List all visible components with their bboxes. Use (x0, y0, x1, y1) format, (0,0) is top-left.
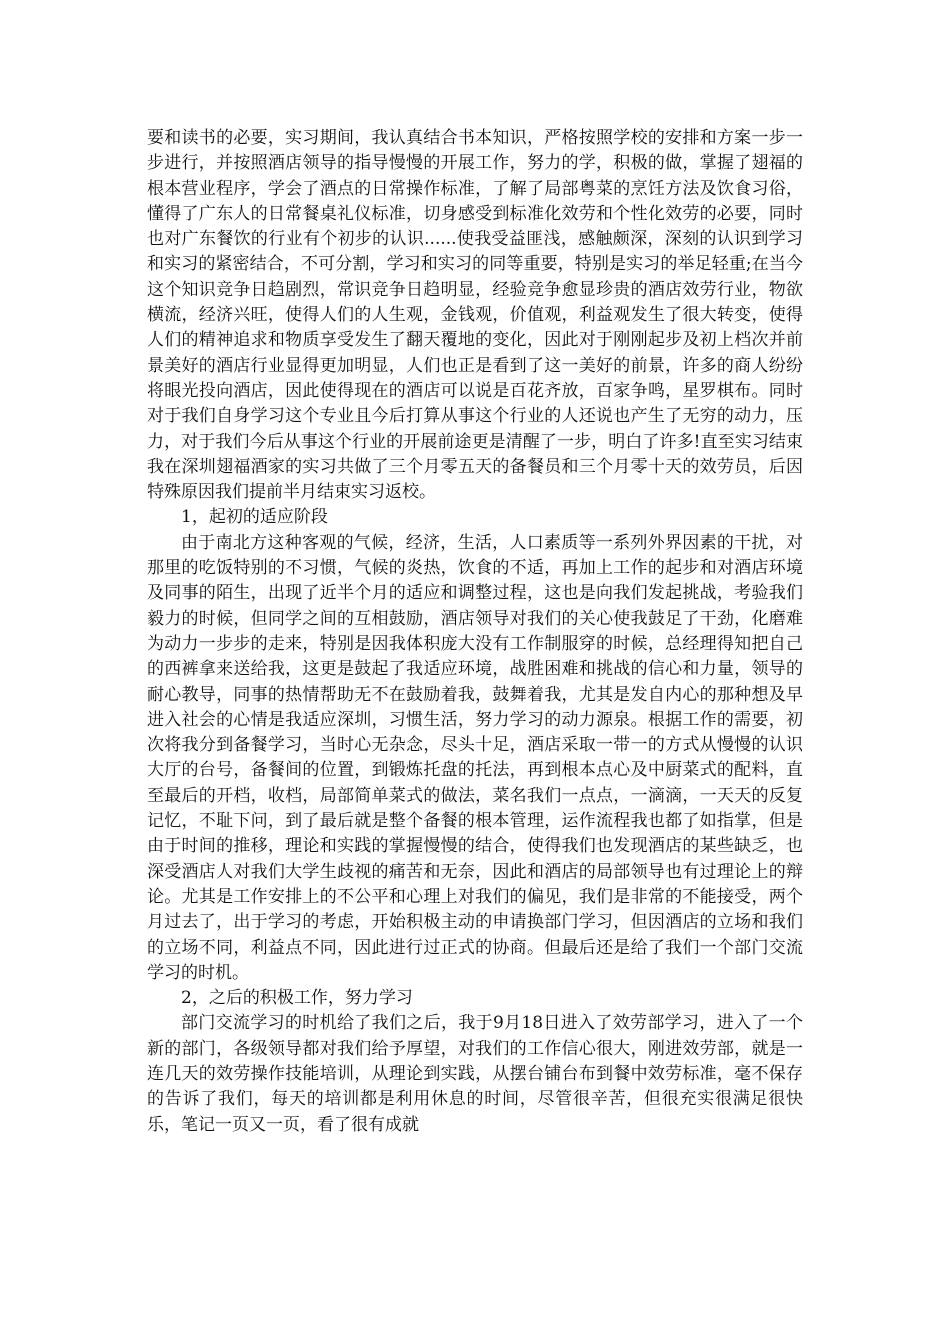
document-page (147, 126, 803, 1138)
body-paragraph-adaptation: 由于南北方这种客观的气候，经济，生活，人口素质等一系列外界因素的干扰，对那里的吃饭特别的不习惯，气候的炎热，饮食的不适，再加上工作的起步和对酒店环境及同事的陌生，出现了近半个月的适应和调整过程，这也是向我们发起挑战，考验我们毅力的时候，但同学之间的互相鼓励，酒店领导对我们的关心使我鼓足了干劲，化磨难为动力一步步的走来，特别是因我体积庞大没有工作制服穿的时候，总经理得知把自己的西裤拿来送给我，这更是鼓起了我适应环境，战胜困难和挑战的信心和力量，领导的耐心教导，同事的热情帮助无不在鼓励着我，鼓舞着我，尤其是发自内心的那种想及早进入社会的心情是我适应深圳，习惯生活，努力学习的动力源泉。根据工作的需要，初次将我分到备餐学习，当时心无杂念，尽头十足，酒店采取一带一的方式从慢慢的认识大厅的台号，备餐间的位置，到锻炼托盘的托法，再到根本点心及中厨菜式的配料，直至最后的开档，收档，局部简单菜式的做法，菜名我们一点点，一滴滴，一天天的反复记忆，不耻下问，到了最后就是整个备餐的根本管理，运作流程我也都了如指掌，但是由于时间的推移，理论和实践的掌握慢慢的结合，使得我们也发现酒店的某些缺乏，也深受酒店人对我们大学生歧视的痛苦和无奈，因此和酒店的局部领导也有过理论上的辩论。尤其是工作安排上的不公平和心理上对我们的偏见，我们是非常的不能接受，两个月过去了，出于学习的考虑，开始积极主动的申请换部门学习，但因酒店的立场和我们的立场不同，利益点不同，因此进行过正式的协商。但最后还是给了我们一个部门交流学习的时机。 (147, 532, 803, 983)
section-heading-initial-adaptation: 1，起初的适应阶段 (181, 507, 328, 528)
body-paragraph-active-work: 部门交流学习的时机给了我们之后，我于9月18日进入了效劳部学习，进入了一个新的部门，各级领导都对我们给予厚望，对我们的工作信心很大，刚进效劳部，就是一连几天的效劳操作技能培训，从理论到实践，从摆台铺台布到餐中效劳标准，毫不保存的告诉了我们，每天的培训都是利用休息的时间，尽管很辛苦，但很充实很满足很快乐，笔记一页又一页，看了很有成就 (147, 1013, 803, 1135)
section-heading-active-work: 2，之后的积极工作，努力学习 (181, 988, 413, 1009)
body-paragraph-continued: 要和读书的必要，实习期间，我认真结合书本知识，严格按照学校的安排和方案一步一步进行，并按照酒店领导的指导慢慢的开展工作，努力的学，积极的做，掌握了翅福的根本营业程序，学会了酒点的日常操作标准，了解了局部粤菜的烹饪方法及饮食习俗，懂得了广东人的日常餐桌礼仪标准，切身感受到标准化效劳和个性化效劳的必要，同时也对广东餐饮的行业有个初步的认识......使我受益匪浅，感触颇深，深刻的认识到学习和实习的紧密结合，不可分割，学习和实习的同等重要，特别是实习的举足轻重;在当今这个知识竞争日趋剧烈，常识竞争日趋明显，经验竞争愈显珍贵的酒店效劳行业，物欲横流，经济兴旺，使得人们的人生观，金钱观，价值观，利益观发生了很大转变，使得人们的精神追求和物质享受发生了翻天覆地的变化，因此对于刚刚起步及初上档次并前景美好的酒店行业显得更加明显，人们也正是看到了这一美好的前景，许多的商人纷纷将眼光投向酒店，因此使得现在的酒店可以说是百花齐放，百家争鸣，星罗棋布。同时对于我们自身学习这个专业且今后打算从事这个行业的人还说也产生了无穷的动力，压力，对于我们今后从事这个行业的开展前途更是清醒了一步，明白了许多!直至实习结束我在深圳翅福酒家的实习共做了三个月零五天的备餐员和三个月零十天的效劳员，后因特殊原因我们提前半月结束实习返校。 (147, 128, 803, 503)
